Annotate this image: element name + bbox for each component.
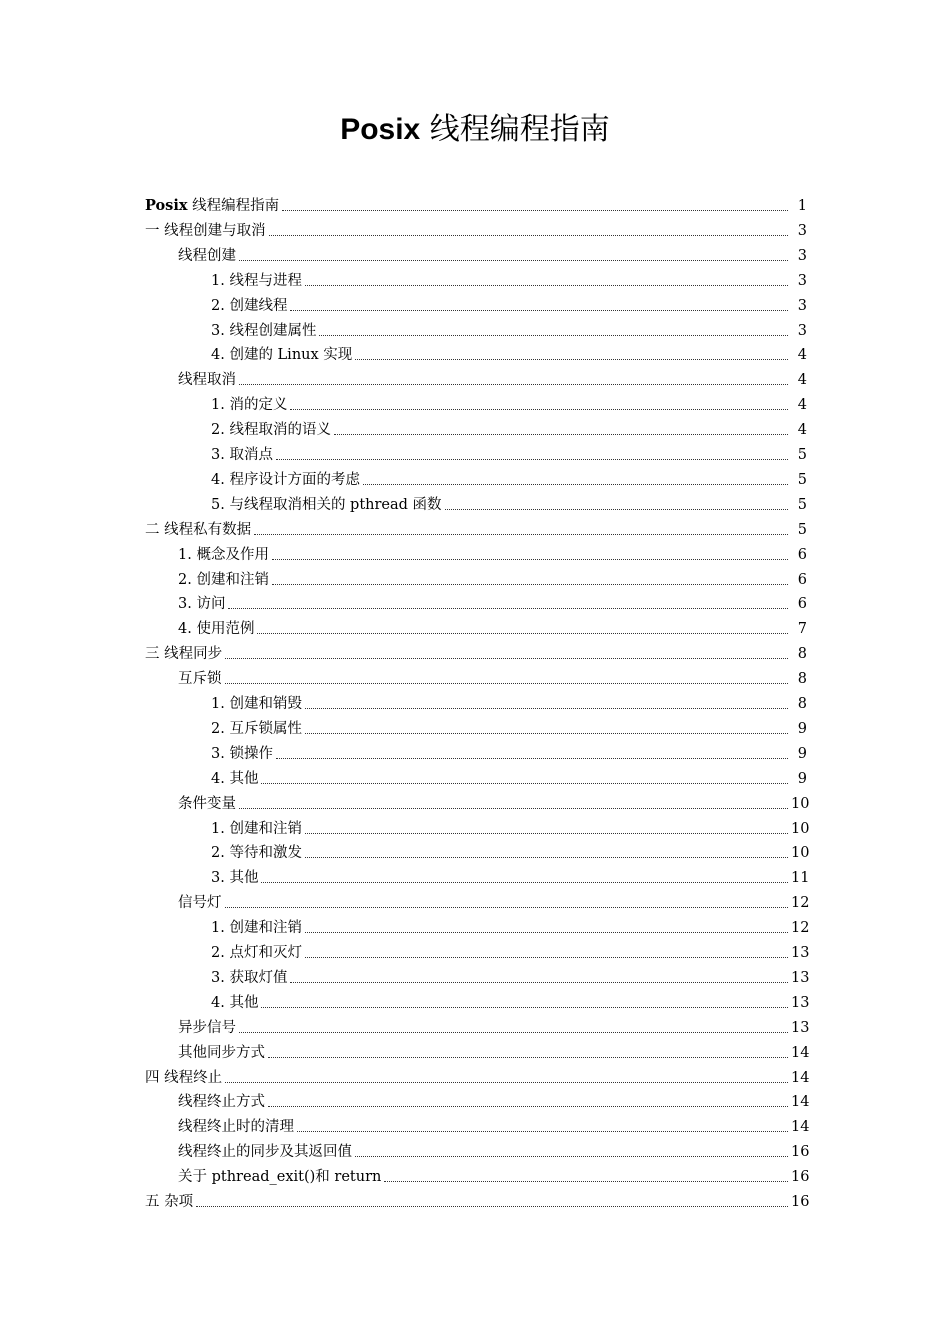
toc-page-number: 5 — [797, 447, 807, 463]
toc-dot-leader — [290, 306, 788, 311]
toc-dot-leader — [334, 430, 788, 435]
toc-page-number: 13 — [791, 1019, 810, 1036]
toc-dot-leader — [355, 1152, 788, 1157]
toc-entry-label: 4. 程序设计方面的考虑 — [211, 471, 360, 488]
toc-page-number: 10 — [791, 820, 810, 837]
toc-entry-label: 1. 消的定义 — [211, 397, 288, 414]
toc-entry[interactable] — [211, 937, 810, 962]
toc-dot-leader — [305, 928, 788, 933]
toc-page-number: 13 — [791, 994, 810, 1011]
toc-entry[interactable] — [211, 414, 807, 439]
toc-dot-leader — [225, 1078, 788, 1083]
toc-entry-label: 3. 访问 — [178, 596, 226, 613]
toc-entry[interactable] — [211, 290, 807, 315]
toc-entry-label: 二 线程私有数据 — [145, 521, 252, 538]
toc-entry-label: 3. 线程创建属性 — [211, 322, 317, 339]
toc-entry[interactable] — [211, 962, 810, 987]
toc-entry[interactable] — [211, 389, 807, 414]
toc-page-number: 8 — [797, 671, 807, 688]
toc-entry[interactable] — [211, 265, 807, 290]
toc-entry-label: 五 杂项 — [145, 1194, 194, 1210]
toc-entry-label: 四 线程终止 — [145, 1069, 223, 1086]
toc-entry[interactable] — [211, 987, 810, 1012]
document-title — [0, 108, 950, 152]
toc-entry-label: 关于 pthread_exit()和 return — [178, 1169, 382, 1186]
toc-page-number: 3 — [797, 247, 807, 264]
toc-dot-leader — [239, 804, 788, 809]
toc-entry-label: 3. 获取灯值 — [211, 969, 288, 986]
toc-page-number: 13 — [791, 945, 810, 961]
toc-entry-label: 1. 概念及作用 — [178, 546, 269, 563]
toc-page-number: 5 — [797, 521, 807, 538]
toc-dot-leader — [305, 829, 788, 834]
toc-entry[interactable] — [178, 887, 810, 912]
toc-entry[interactable] — [178, 539, 807, 564]
toc-entry[interactable] — [178, 613, 807, 638]
toc-entry[interactable] — [178, 1037, 810, 1062]
toc-page-number: 6 — [797, 546, 807, 563]
toc-page-number: 14 — [791, 1094, 810, 1111]
toc-dot-leader — [272, 580, 788, 585]
toc-entry[interactable] — [145, 1062, 810, 1087]
toc-dot-leader — [225, 903, 789, 908]
toc-entry-label: 5. 与线程取消相关的 pthread 函数 — [211, 496, 442, 513]
toc-page-number: 6 — [797, 571, 807, 588]
toc-entry[interactable] — [178, 788, 810, 813]
toc-entry[interactable] — [145, 1186, 810, 1211]
toc-entry-label: 2. 创建线程 — [211, 297, 288, 314]
toc-entry[interactable] — [211, 912, 810, 937]
title-chinese: 线程编程指南 — [429, 112, 610, 147]
toc-page-number: 14 — [791, 1119, 810, 1136]
toc-dot-leader — [276, 455, 788, 460]
toc-page-number: 4 — [797, 397, 807, 414]
toc-entry[interactable] — [211, 862, 810, 887]
toc-dot-leader — [239, 256, 788, 261]
toc-dot-leader — [196, 1202, 788, 1207]
toc-dot-leader — [305, 281, 788, 286]
toc-dot-leader — [272, 555, 788, 560]
toc-entry[interactable] — [178, 240, 807, 265]
toc-dot-leader — [239, 1028, 788, 1033]
toc-page-number: 5 — [797, 471, 807, 488]
toc-entry[interactable] — [178, 588, 807, 613]
toc-entry[interactable] — [178, 1111, 810, 1136]
toc-entry-label: 3. 锁操作 — [211, 745, 273, 762]
toc-entry-label: 线程取消 — [178, 372, 236, 389]
toc-page-number: 10 — [791, 845, 810, 862]
toc-dot-leader — [282, 206, 788, 211]
toc-dot-leader — [261, 878, 788, 883]
toc-dot-leader — [305, 853, 788, 858]
toc-dot-leader — [319, 331, 788, 336]
toc-page-number: 8 — [797, 646, 807, 663]
toc-page-number: 14 — [791, 1069, 810, 1086]
toc-entry[interactable] — [145, 514, 807, 539]
toc-entry-label: 1. 线程与进程 — [211, 272, 302, 289]
toc-page-number: 8 — [797, 696, 807, 712]
toc-page-number: 1 — [797, 198, 807, 214]
toc-entry-label: 线程终止时的清理 — [178, 1119, 294, 1136]
toc-entry-label: 4. 使用范例 — [178, 621, 255, 638]
toc-page-number: 9 — [797, 745, 807, 762]
toc-page-number: 9 — [797, 720, 807, 737]
toc-page-number: 14 — [791, 1044, 810, 1061]
toc-page-number: 7 — [797, 621, 807, 638]
toc-entry[interactable] — [178, 663, 807, 688]
toc-dot-leader — [239, 380, 788, 385]
toc-page-number: 12 — [791, 895, 810, 912]
toc-entry[interactable] — [145, 190, 807, 215]
toc-page-number: 10 — [791, 795, 810, 812]
toc-dot-leader — [290, 978, 788, 983]
toc-entry-label: 其他同步方式 — [178, 1044, 265, 1061]
toc-page-number: 3 — [797, 272, 807, 289]
toc-entry[interactable] — [211, 439, 807, 464]
toc-dot-leader — [228, 604, 788, 609]
toc-entry[interactable] — [211, 763, 807, 788]
toc-entry-label: 条件变量 — [178, 795, 236, 812]
toc-entry[interactable] — [211, 837, 810, 862]
toc-entry[interactable] — [211, 738, 807, 763]
toc-entry[interactable] — [178, 364, 807, 389]
toc-dot-leader — [363, 480, 788, 485]
toc-entry-label: 2. 线程取消的语义 — [211, 422, 331, 439]
toc-entry-label: 互斥锁 — [178, 671, 222, 688]
toc-dot-leader — [384, 1177, 788, 1182]
toc-entry-label: 2. 点灯和灭灯 — [211, 945, 302, 961]
toc-dot-leader — [225, 654, 788, 659]
toc-entry[interactable] — [145, 638, 807, 663]
toc-entry-label: 4. 创建的 Linux 实现 — [211, 347, 353, 364]
toc-page-number: 4 — [797, 347, 807, 364]
toc-dot-leader — [257, 629, 788, 634]
toc-page-number: 16 — [791, 1194, 810, 1210]
toc-dot-leader — [261, 1003, 788, 1008]
toc-dot-leader — [254, 530, 788, 535]
toc-dot-leader — [297, 1127, 788, 1132]
toc-page-number: 9 — [797, 770, 807, 787]
toc-entry-label: 线程终止方式 — [178, 1094, 265, 1111]
toc-entry-label: 线程创建 — [178, 247, 236, 264]
toc-entry[interactable] — [211, 688, 807, 713]
toc-entry[interactable] — [178, 1161, 810, 1186]
toc-dot-leader — [305, 704, 788, 709]
toc-entry[interactable] — [178, 1136, 810, 1161]
toc-entry[interactable] — [211, 713, 807, 738]
toc-entry-label: 4. 其他 — [211, 994, 259, 1011]
toc-entry-label: 1. 创建和注销 — [211, 920, 302, 937]
toc-entry-label: 异步信号 — [178, 1019, 236, 1036]
title-english: Posix — [340, 113, 421, 146]
toc-page-number: 16 — [791, 1144, 810, 1161]
toc-entry[interactable] — [178, 564, 807, 589]
toc-entry-label: 2. 互斥锁属性 — [211, 720, 302, 737]
toc-dot-leader — [355, 355, 788, 360]
toc-page-number: 12 — [791, 920, 810, 937]
toc-page-number: 11 — [791, 870, 810, 887]
toc-page-number: 3 — [797, 297, 807, 314]
toc-page-number: 4 — [797, 372, 807, 389]
toc-page-number: 3 — [797, 322, 807, 339]
toc-page-number: 16 — [791, 1169, 810, 1186]
toc-dot-leader — [268, 1102, 788, 1107]
toc-dot-leader — [290, 405, 788, 410]
toc-dot-leader — [261, 779, 788, 784]
toc-entry-label: 线程终止的同步及其返回值 — [178, 1144, 352, 1161]
toc-dot-leader — [445, 505, 788, 510]
toc-entry-label: 3. 取消点 — [211, 447, 273, 463]
toc-dot-leader — [305, 729, 788, 734]
toc-entry-label: 2. 创建和注销 — [178, 571, 269, 588]
toc-page-number: 4 — [797, 422, 807, 439]
toc-entry[interactable] — [211, 489, 807, 514]
toc-entry[interactable] — [211, 315, 807, 340]
toc-entry-label: 3. 其他 — [211, 870, 259, 887]
toc-dot-leader — [268, 1053, 788, 1058]
toc-entry[interactable] — [211, 339, 807, 364]
toc-entry[interactable] — [145, 215, 807, 240]
toc-entry-label: 三 线程同步 — [145, 646, 223, 663]
toc-entry[interactable] — [211, 464, 807, 489]
toc-entry-label: 1. 创建和注销 — [211, 820, 302, 837]
toc-entry-label: 信号灯 — [178, 895, 222, 912]
toc-entry[interactable] — [211, 813, 810, 838]
toc-dot-leader — [225, 679, 789, 684]
toc-entry-label: 2. 等待和激发 — [211, 845, 302, 862]
toc-entry[interactable] — [178, 1086, 810, 1111]
toc-dot-leader — [276, 754, 788, 759]
toc-entry-label: 4. 其他 — [211, 770, 259, 787]
toc-dot-leader — [305, 953, 788, 958]
toc-page-number: 3 — [797, 222, 807, 239]
toc-entry-label: 一 线程创建与取消 — [145, 222, 266, 239]
toc-entry[interactable] — [178, 1012, 810, 1037]
toc-page-number: 5 — [797, 496, 807, 513]
toc-entry-label: 1. 创建和销毁 — [211, 696, 302, 712]
toc-dot-leader — [269, 231, 788, 236]
toc-page-number: 6 — [797, 596, 807, 613]
toc-entry-label: Posix 线程编程指南 — [145, 197, 280, 214]
toc-page-number: 13 — [791, 969, 810, 986]
